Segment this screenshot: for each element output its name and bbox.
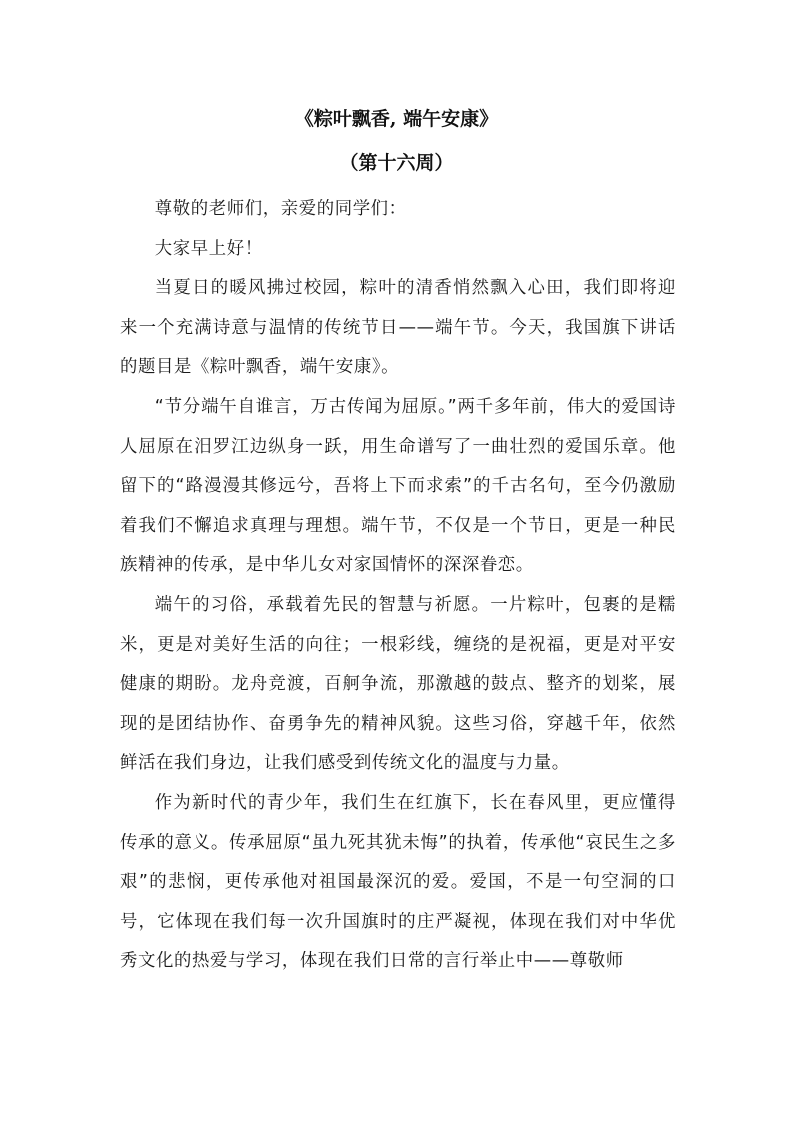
document-title: 《粽叶飘香, 端午安康》 [294,108,499,130]
customs-paragraph: 端午的习俗，承载着先民的智慧与祈愿。一片粽叶，包裹的是糯米，更是对美好生活的向往；一根彩线，缠绕的是祝福，更是对平安健康的期盼。龙舟竞渡，百舸争流，那激越的鼓点、整齐的划桨，展现的是团结协作、奋勇争先的精神风貌。这些习俗，穿越千年，依然鲜活在我们身边，让我们感受到传统文化的温度与力量。 [120,594,676,774]
history-paragraph: “节分端午自谁言，万古传闻为屈原。”两千多年前，伟大的爱国诗人屈原在汨罗江边纵身一跃，用生命谱写了一曲壮烈的爱国乐章。他留下的“路漫漫其修远兮，吾将上下而求索”的千古名句，至今仍激励着我们不懈追求真理与理想。端午节，不仅是一个节日，更是一种民族精神的传承，是中华儿女对家国情怀的深深眷恋。 [120,396,676,576]
document-body [120,190,676,982]
youth-paragraph: 作为新时代的青少年，我们生在红旗下，长在春风里，更应懂得传承的意义。传承屈原“虽九死其犹未悔”的执着，传承他“哀民生之多艰”的悲悯，更传承他对祖国最深沉的爱。爱国，不是一句空洞的口号，它体现在我们每一次升国旗时的庄严凝视，体现在我们对中华优秀文化的热爱与学习，体现在我们日常的言行举止中——尊敬师 [120,792,676,972]
greeting-paragraph: 尊敬的老师们，亲爱的同学们： [154,199,407,219]
intro-paragraph: 当夏日的暖风拂过校园，粽叶的清香悄然飘入心田，我们即将迎来一个充满诗意与温情的传统节日——端午节。今天，我国旗下讲话的题目是《粽叶飘香，端午安康》。 [120,278,676,378]
document-subtitle: （第十六周） [339,152,454,174]
salutation-paragraph: 大家早上好！ [154,238,263,259]
